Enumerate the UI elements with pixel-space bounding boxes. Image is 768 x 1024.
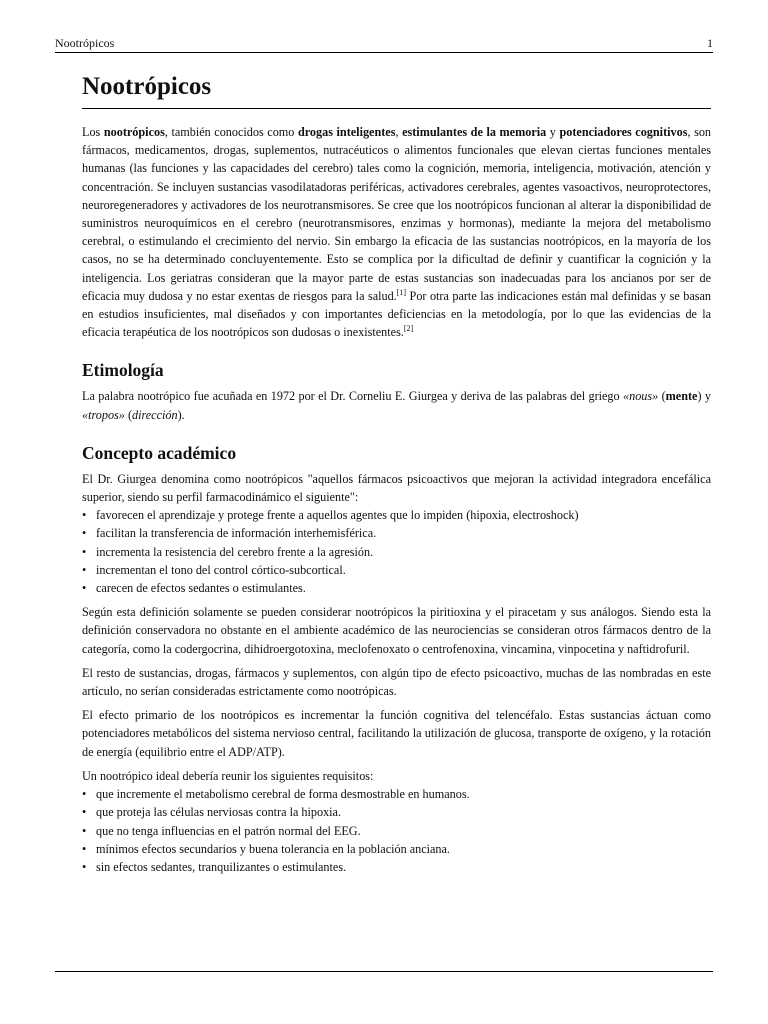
term-potenciadores-cognitivos: potenciadores cognitivos — [559, 125, 688, 139]
intro-text: , son fármacos, medicamentos, drogas, suplementos, nutracéuticos o alimentos funcionales que elevan ciertas funciones mentales humanas (las funciones y las capacidades del cerebro) tales como la cognición, memoria, inteligencia, motivación, atención y concentración. Se incluyen sustancias vasodilatadoras periféricas, activadores cerebrales, agentes vasoactivos, neuroprotectores, neuroregeneradores y activadores de los neurotransmisores. Se cree que los nootrópicos funcionan al alterar la disponibilidad de suministros neuroquímicos en el cerebro (neurotransmisores, enzimas y hormonas), mediante la mejora del metabolismo cerebral, o estimulando el crecimiento del nervio. Sin embargo la eficacia de las sustancias nootrópicos, en la mayoría de los casos, no se ha determinado concluyentemente. Esto se complica por la dificultad de definir y cuantificar la cognición y la inteligencia. Los geriatras consideran que la mayor parte de estas sustancias son inadecuadas para los ancianos por ser de eficacia muy dudosa y no estar exentas de riesgos para la salud. — [82, 125, 712, 303]
ideal-requirements-list — [82, 785, 711, 876]
list-item: • que proteja las células nerviosas contra la hipoxia. — [82, 803, 711, 821]
etimologia-text: ). — [177, 407, 185, 422]
concepto-paragraph: Un nootrópico ideal debería reunir los siguientes requisitos: — [82, 768, 374, 783]
running-header — [55, 36, 713, 53]
etimologia-text: ( — [658, 389, 666, 404]
running-title: Nootrópicos — [55, 36, 115, 50]
concepto-paragraph: El efecto primario de los nootrópicos es incrementar la función cognitiva del telencéfalo. Estas sustancias áctuan como potenciadores metabólicos del sistema nervioso central, facilitando la utilización de glucosa, transporte de oxígeno, y la rotación de energía (equilibrio entre el ADP/ATP). — [82, 708, 711, 759]
intro-text: , — [395, 125, 403, 139]
list-item: • carecen de efectos sedantes o estimulantes. — [82, 579, 711, 597]
section-heading-etimologia: Etimología — [82, 360, 164, 381]
list-item: • facilitan la transferencia de información interhemisférica. — [82, 524, 711, 542]
list-item: • sin efectos sedantes, tranquilizantes o estimulantes. — [82, 858, 711, 876]
list-item: • que incremente el metabolismo cerebral de forma desmostrable en humanos. — [82, 785, 711, 803]
intro-text: Por otra parte las indicaciones están mal definidas y se basan en estudios insuficientes, mal diseñados y con importantes deficiencias en la metodología, por lo que las evidencias de la eficacia terapéutica de los nootrópicos son dudosas o inexistentes. — [82, 288, 711, 340]
reference-link[interactable]: [2] — [403, 324, 414, 334]
etimologia-text: ) y — [697, 389, 711, 404]
greek-word-nous: «nous» — [623, 389, 659, 404]
list-item: • favorecen el aprendizaje y protege frente a aquellos agentes que lo impiden (hipoxia, electroshock) — [82, 506, 711, 524]
intro-text: , también conocidos como — [164, 125, 298, 139]
term-estimulantes-memoria: estimulantes de la memoria — [402, 125, 547, 139]
intro-text: y — [546, 125, 560, 139]
concepto-paragraph: Según esta definición solamente se pueden considerar nootrópicos la piritioxina y el piracetam y sus análogos. Siendo esta la definición conservadora no obstante en el ambiente académico de las neurociencias se consideran otros fármacos dentro de la categoría, como la codergocrina, dihidroergotoxina, meclofenoxato o centrofenoxina, vincamina, vinpocetina y naftidrofuril. — [82, 605, 711, 656]
reference-link[interactable]: [1] — [396, 287, 407, 297]
list-item: • incrementan el tono del control córtico-subcortical. — [82, 561, 711, 579]
greek-word-tropos: «tropos» — [82, 407, 125, 422]
concepto-paragraph: El Dr. Giurgea denomina como nootrópicos "aquellos fármacos psicoactivos que mejoran la actividad integradora encefálica superior, siendo su perfil farmacodinámico el siguiente": — [82, 471, 711, 505]
term-drogas-inteligentes: drogas inteligentes — [297, 125, 396, 139]
list-item: • que no tenga influencias en el patrón normal del EEG. — [82, 822, 711, 840]
page-number: 1 — [707, 36, 713, 50]
term-direccion: dirección — [132, 407, 178, 422]
etimologia-text: La palabra nootrópico fue acuñada en 1972 por el Dr. Corneliu E. Giurgea y deriva de las palabras del griego — [82, 389, 623, 404]
section-heading-concepto: Concepto académico — [82, 442, 237, 463]
etimologia-text: ( — [124, 407, 132, 422]
intro-text: Los — [82, 125, 104, 139]
pharmacodynamic-profile-list — [82, 506, 711, 597]
list-item: • mínimos efectos secundarios y buena tolerancia en la población anciana. — [82, 840, 711, 858]
term-mente: mente — [665, 389, 698, 404]
term-nootropicos: nootrópicos — [103, 125, 165, 139]
page-title: Nootrópicos — [82, 70, 711, 109]
concepto-paragraph: El resto de sustancias, drogas, fármacos y suplementos, con algún tipo de efecto psicoactivo, muchas de las nombradas en este artículo, no serían consideradas estrictamente como nootrópicas. — [82, 665, 711, 699]
footer-rule — [55, 971, 713, 972]
etimologia-paragraph — [82, 387, 711, 423]
article-body — [82, 70, 711, 876]
list-item: • incrementa la resistencia del cerebro frente a la agresión. — [82, 543, 711, 561]
intro-paragraph — [82, 123, 711, 341]
